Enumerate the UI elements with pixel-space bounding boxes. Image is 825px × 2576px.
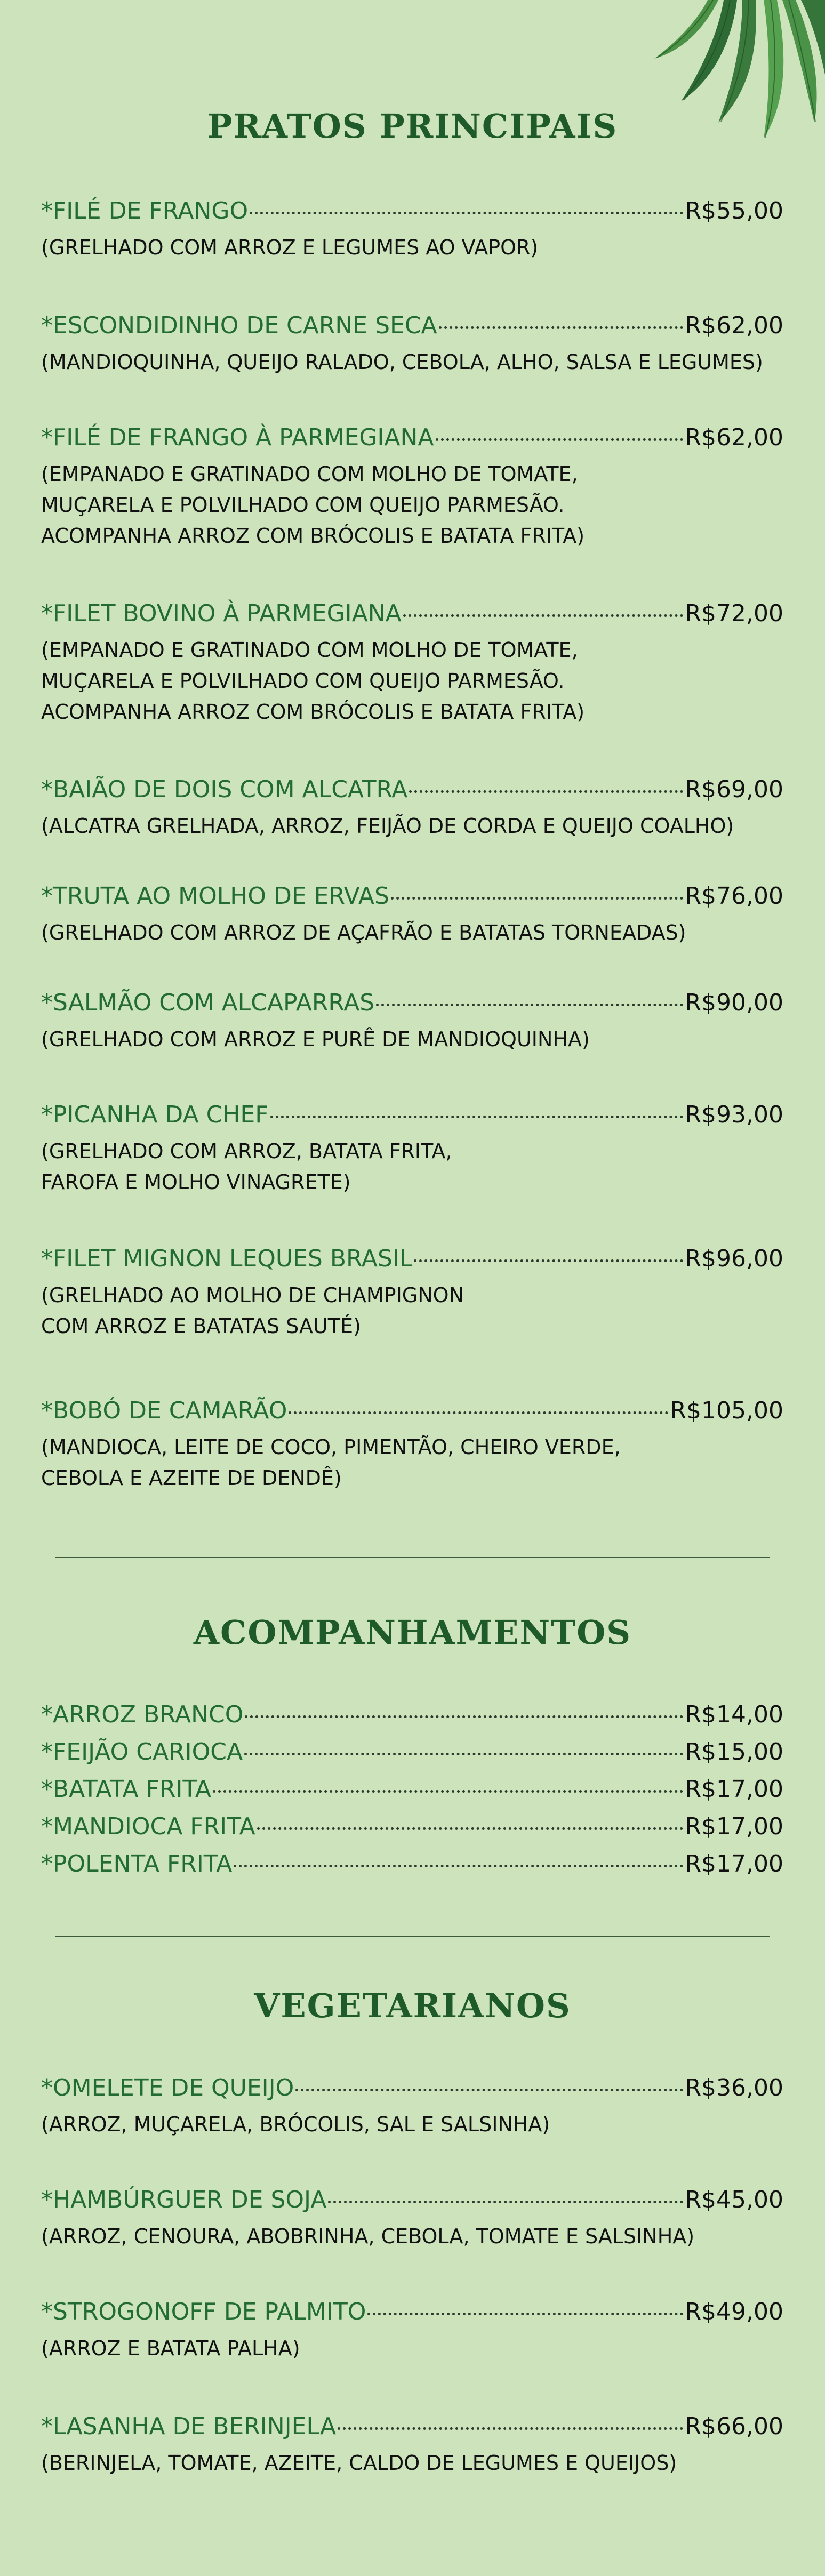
menu-item-line <box>41 2074 783 2101</box>
dish-description-line: (BERINJELA, TOMATE, AZEITE, CALDO DE LEGUMES E QUEIJOS) <box>41 2451 677 2475</box>
dish-description <box>41 2221 783 2252</box>
dish-price: R$90,00 <box>685 989 783 1016</box>
dish-description-line: MUÇARELA E POLVILHADO COM QUEIJO PARMESÃO. <box>41 493 565 517</box>
dish-description <box>41 635 783 727</box>
dot-leader <box>234 1865 683 1867</box>
dish-description-line: (ALCATRA GRELHADA, ARROZ, FEIJÃO DE CORDA E QUEIJO COALHO) <box>41 814 734 838</box>
menu-item-line <box>41 989 783 1016</box>
dish-description-line: (MANDIOQUINHA, QUEIJO RALADO, CEBOLA, ALHO, SALSA E LEGUMES) <box>41 350 763 374</box>
dot-leader <box>439 326 684 329</box>
dish-name: *POLENTA FRITA <box>41 1850 233 1877</box>
menu-item-line <box>41 2186 783 2213</box>
menu-item-line <box>41 197 783 224</box>
dish-price: R$93,00 <box>685 1101 783 1128</box>
menu-item <box>41 2413 783 2478</box>
dish-description-line: (GRELHADO COM ARROZ E LEGUMES AO VAPOR) <box>41 236 539 259</box>
menu-item-line <box>41 1738 783 1766</box>
dish-description <box>41 917 783 948</box>
dish-price: R$17,00 <box>685 1776 783 1803</box>
dish-description-line: MUÇARELA E POLVILHADO COM QUEIJO PARMESÃO. <box>41 669 565 693</box>
menu-item-line <box>41 1245 783 1272</box>
dot-leader <box>244 1753 683 1755</box>
dish-name: *BAIÃO DE DOIS COM ALCATRA <box>41 776 408 803</box>
dish-price: R$15,00 <box>685 1738 783 1766</box>
menu-item <box>41 1850 783 1877</box>
dot-leader <box>367 2313 683 2315</box>
dot-leader <box>213 1790 683 1793</box>
dish-description-line: (ARROZ E BATATA PALHA) <box>41 2337 300 2360</box>
menu-item <box>41 1776 783 1803</box>
menu-item-line <box>41 312 783 339</box>
dish-name: *FILET MIGNON LEQUES BRASIL <box>41 1245 413 1272</box>
dish-description-line: (ARROZ, MUÇARELA, BRÓCOLIS, SAL E SALSINHA) <box>41 2113 550 2136</box>
menu-item <box>41 424 783 551</box>
dot-leader <box>376 1004 683 1006</box>
dish-name: *ESCONDIDINHO DE CARNE SECA <box>41 312 437 339</box>
dot-leader <box>250 212 683 214</box>
dish-price: R$72,00 <box>685 600 783 627</box>
menu-item-line <box>41 2413 783 2440</box>
dish-name: *OMELETE DE QUEIJO <box>41 2074 294 2101</box>
menu-item-line <box>41 1850 783 1877</box>
menu-item <box>41 2298 783 2364</box>
dish-price: R$45,00 <box>685 2186 783 2213</box>
dot-leader <box>270 1116 684 1118</box>
dish-name: *MANDIOCA FRITA <box>41 1813 255 1840</box>
dish-description-line: FAROFA E MOLHO VINAGRETE) <box>41 1170 351 1194</box>
dish-description <box>41 347 783 378</box>
dot-leader <box>436 438 684 441</box>
section-title-main: PRATOS PRINCIPAIS <box>207 107 618 146</box>
dish-description-line: (GRELHADO COM ARROZ, BATATA FRITA, <box>41 1139 452 1163</box>
dish-name: *FEIJÃO CARIOCA <box>41 1738 243 1766</box>
dot-leader <box>328 2201 683 2203</box>
dish-description <box>41 1024 783 1055</box>
dish-name: *BATATA FRITA <box>41 1776 211 1803</box>
dish-name: *SALMÃO COM ALCAPARRAS <box>41 989 375 1016</box>
dot-leader <box>403 614 684 617</box>
dish-price: R$17,00 <box>685 1813 783 1840</box>
dish-description-line: ACOMPANHA ARROZ COM BRÓCOLIS E BATATA FRITA) <box>41 524 585 548</box>
dish-description <box>41 2333 783 2364</box>
dish-description-line: COM ARROZ E BATATAS SAUTÉ) <box>41 1314 361 1338</box>
dish-description <box>41 810 783 841</box>
dish-price: R$105,00 <box>670 1397 783 1424</box>
dish-price: R$69,00 <box>685 776 783 803</box>
menu-item <box>41 1701 783 1728</box>
menu-item <box>41 989 783 1055</box>
section-title-sides: ACOMPANHAMENTOS <box>193 1613 632 1652</box>
dish-price: R$96,00 <box>685 1245 783 1272</box>
dish-price: R$14,00 <box>685 1701 783 1728</box>
dish-name: *FILÉ DE FRANGO À PARMEGIANA <box>41 424 434 451</box>
dish-name: *ARROZ BRANCO <box>41 1701 244 1728</box>
dish-price: R$66,00 <box>685 2413 783 2440</box>
menu-item <box>41 1397 783 1494</box>
menu-item <box>41 882 783 948</box>
dish-description <box>41 2447 783 2478</box>
dish-description-line: (GRELHADO AO MOLHO DE CHAMPIGNON <box>41 1283 464 1307</box>
dish-description-line: CEBOLA E AZEITE DE DENDÊ) <box>41 1466 342 1490</box>
dish-description-line: (EMPANADO E GRATINADO COM MOLHO DE TOMATE, <box>41 462 578 486</box>
menu-item <box>41 1245 783 1342</box>
dish-name: *PICANHA DA CHEF <box>41 1101 269 1128</box>
dish-name: *LASANHA DE BERINJELA <box>41 2413 337 2440</box>
dish-price: R$76,00 <box>685 882 783 910</box>
menu-item-line <box>41 1397 783 1424</box>
menu-item-line <box>41 1813 783 1840</box>
dish-price: R$17,00 <box>685 1850 783 1877</box>
menu-item-line <box>41 1776 783 1803</box>
dish-description <box>41 459 783 551</box>
menu-item <box>41 1738 783 1766</box>
dish-description <box>41 1136 783 1198</box>
dot-leader <box>409 790 683 793</box>
dot-leader <box>257 1827 684 1830</box>
menu-item <box>41 2074 783 2140</box>
dish-description-line: ACOMPANHA ARROZ COM BRÓCOLIS E BATATA FRITA) <box>41 700 585 724</box>
dish-description-line: (ARROZ, CENOURA, ABOBRINHA, CEBOLA, TOMATE E SALSINHA) <box>41 2225 695 2248</box>
dish-description <box>41 232 783 263</box>
dot-leader <box>289 1411 668 1414</box>
dish-name: *BOBÓ DE CAMARÃO <box>41 1397 287 1424</box>
menu-item <box>41 312 783 378</box>
dish-price: R$55,00 <box>685 197 783 224</box>
dish-price: R$49,00 <box>685 2298 783 2325</box>
dish-description <box>41 2109 783 2140</box>
dish-description <box>41 1280 783 1342</box>
dish-description-line: (GRELHADO COM ARROZ DE AÇAFRÃO E BATATAS TORNEADAS) <box>41 921 686 944</box>
menu-item-line <box>41 424 783 451</box>
dish-name: *STROGONOFF DE PALMITO <box>41 2298 366 2325</box>
dish-price: R$62,00 <box>685 312 783 339</box>
menu-item <box>41 1101 783 1198</box>
dish-name: *TRUTA AO MOLHO DE ERVAS <box>41 882 389 910</box>
menu-item <box>41 2186 783 2252</box>
menu-item-line <box>41 2298 783 2325</box>
dish-price: R$36,00 <box>685 2074 783 2101</box>
dish-name: *FILÉ DE FRANGO <box>41 197 249 224</box>
menu-item-line <box>41 1101 783 1128</box>
dish-description-line: (MANDIOCA, LEITE DE COCO, PIMENTÃO, CHEIRO VERDE, <box>41 1435 621 1459</box>
dish-description-line: (EMPANADO E GRATINADO COM MOLHO DE TOMATE, <box>41 638 578 662</box>
menu-item <box>41 776 783 841</box>
dish-description-line: (GRELHADO COM ARROZ E PURÊ DE MANDIOQUINHA) <box>41 1028 590 1051</box>
dish-name: *HAMBÚRGUER DE SOJA <box>41 2186 327 2213</box>
dot-leader <box>338 2427 683 2430</box>
dot-leader <box>245 1715 683 1718</box>
menu-item <box>41 1813 783 1840</box>
menu-item-line <box>41 1701 783 1728</box>
dish-price: R$62,00 <box>685 424 783 451</box>
dot-leader <box>391 897 684 900</box>
dish-name: *FILET BOVINO À PARMEGIANA <box>41 600 402 627</box>
section-divider <box>55 1936 770 1937</box>
menu-item <box>41 600 783 727</box>
dish-description <box>41 1432 783 1494</box>
menu-item-line <box>41 882 783 910</box>
section-divider <box>55 1557 770 1558</box>
menu-item <box>41 197 783 263</box>
dot-leader <box>295 2089 683 2091</box>
section-title-veg: VEGETARIANOS <box>254 1986 571 2025</box>
dot-leader <box>414 1259 683 1262</box>
menu-item-line <box>41 776 783 803</box>
menu-item-line <box>41 600 783 627</box>
